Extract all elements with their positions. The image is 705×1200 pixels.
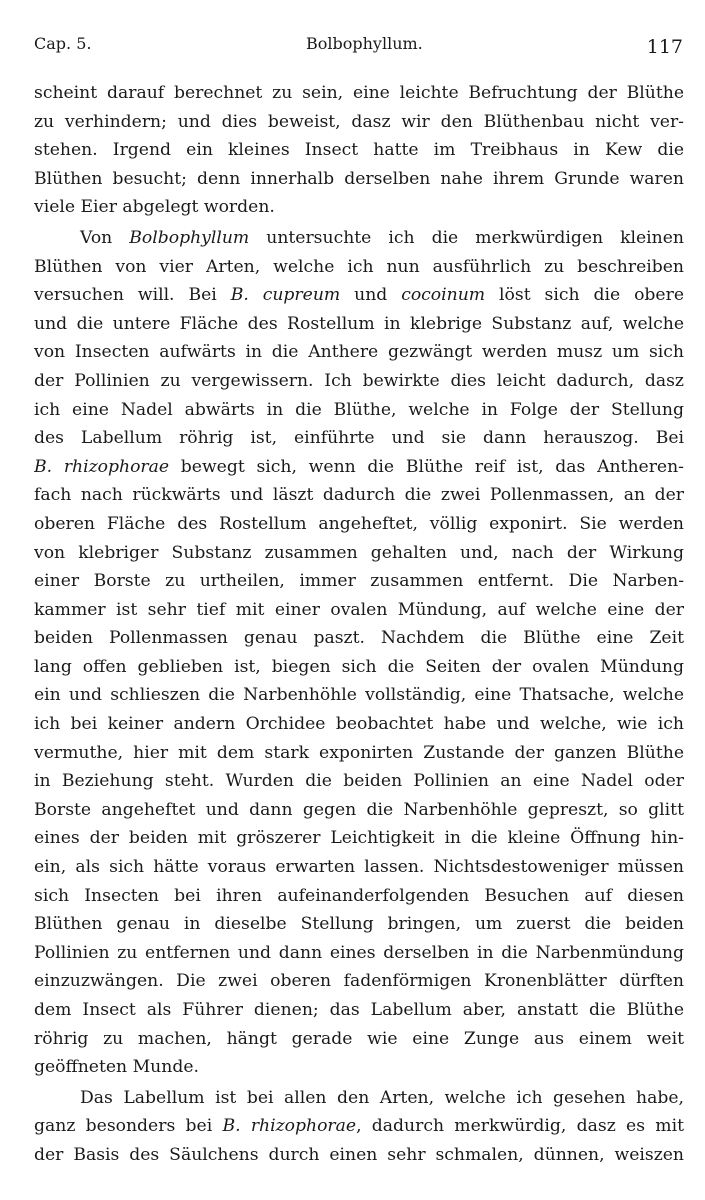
text-line: ich eine Nadel abwärts in die Blüthe, welche in Folge der Stellung: [34, 399, 684, 420]
body-text: [34, 79, 684, 1170]
text-line: viele Eier abgelegt worden.: [34, 197, 275, 218]
text-line: und die untere Fläche des Rostellum in klebrige Substanz auf, welche: [34, 313, 684, 334]
text-line: röhrig zu machen, hängt gerade wie eine Zunge aus einem weit: [34, 1028, 684, 1049]
text-line: von Insecten aufwärts in die Anthere gezwängt werden musz um sich: [34, 342, 684, 363]
text-line: lang offen geblieben ist, biegen sich die Seiten der ovalen Mündung: [34, 656, 684, 677]
text-line: Borste angeheftet und dann gegen die Narbenhöhle gepreszt, so glitt: [34, 799, 684, 820]
text-line: stehen. Irgend ein kleines Insect hatte im Treibhaus in Kew die: [34, 140, 684, 161]
text-line: beiden Pollenmassen genau paszt. Nachdem die Blüthe eine Zeit: [34, 628, 684, 649]
text-line: scheint darauf berechnet zu sein, eine leichte Befruchtung der Blüthe: [34, 83, 684, 103]
text-line: Von Bolbophyllum untersuchte ich die merkwürdigen kleinen: [80, 227, 684, 248]
paragraph: [34, 1084, 684, 1170]
text-line: oberen Fläche des Rostellum angeheftet, völlig exponirt. Sie werden: [34, 513, 684, 534]
text-line: dem Insect als Führer dienen; das Labellum aber, anstatt die Blüthe: [34, 1000, 684, 1020]
text-line: Blüthen besucht; denn innerhalb derselben nahe ihrem Grunde waren: [34, 168, 684, 189]
text-line: Das Labellum ist bei allen den Arten, welche ich gesehen habe,: [80, 1087, 684, 1108]
running-head: [34, 34, 683, 58]
text-line: zu verhindern; und dies beweist, dasz wir den Blüthenbau nicht ver-: [34, 111, 684, 132]
text-line: ich bei keiner andern Orchidee beobachtet habe und welche, wie ich: [34, 714, 684, 735]
text-line: ein, als sich hätte voraus erwarten lassen. Nichtsdestoweniger müssen: [34, 857, 684, 878]
text-line: von klebriger Substanz zusammen gehalten und, nach der Wirkung: [34, 542, 684, 563]
text-line: der Basis des Säulchens durch einen sehr schmalen, dünnen, weiszen: [34, 1144, 684, 1165]
paragraph: [34, 79, 684, 222]
text-line: in Beziehung steht. Wurden die beiden Pollinien an eine Nadel oder: [34, 771, 684, 792]
running-title: Bolbophyllum.: [306, 34, 423, 53]
text-line: ein und schlieszen die Narbenhöhle vollständig, eine Thatsache, welche: [34, 685, 684, 706]
chapter-label: Cap. 5.: [34, 34, 92, 53]
text-line: eines der beiden mit gröszerer Leichtigkeit in die kleine Öffnung hin-: [34, 828, 684, 849]
text-line: versuchen will. Bei B. cupreum und cocoinum löst sich die obere: [34, 285, 684, 306]
text-line: Blüthen von vier Arten, welche ich nun ausführlich zu beschreiben: [34, 256, 684, 277]
text-line: Pollinien zu entfernen und dann eines derselben in die Narbenmündung: [34, 942, 684, 963]
text-line: ganz besonders bei B. rhizophorae, dadurch merkwürdig, dasz es mit: [34, 1116, 684, 1137]
text-line: geöffneten Munde.: [34, 1057, 199, 1078]
text-line: einzuzwängen. Die zwei oberen fadenförmigen Kronenblätter dürften: [34, 971, 684, 992]
text-line: fach nach rückwärts und läszt dadurch die zwei Pollenmassen, an der: [34, 485, 684, 506]
text-line: des Labellum röhrig ist, einführte und sie dann herauszog. Bei: [34, 428, 684, 449]
text-line: vermuthe, hier mit dem stark exponirten Zustande der ganzen Blüthe: [34, 742, 684, 763]
text-line: einer Borste zu urtheilen, immer zusammen entfernt. Die Narben-: [34, 571, 684, 592]
page-number: 117: [646, 36, 683, 58]
text-line: der Pollinien zu vergewissern. Ich bewirkte dies leicht dadurch, dasz: [34, 370, 684, 391]
text-line: Blüthen genau in dieselbe Stellung bringen, um zuerst die beiden: [34, 914, 684, 935]
text-line: kammer ist sehr tief mit einer ovalen Mündung, auf welche eine der: [34, 599, 684, 620]
text-line: sich Insecten bei ihren aufeinanderfolgenden Besuchen auf diesen: [34, 885, 684, 906]
paragraph: [34, 224, 684, 1082]
text-line: B. rhizophorae bewegt sich, wenn die Blüthe reif ist, das Antheren-: [34, 456, 684, 477]
